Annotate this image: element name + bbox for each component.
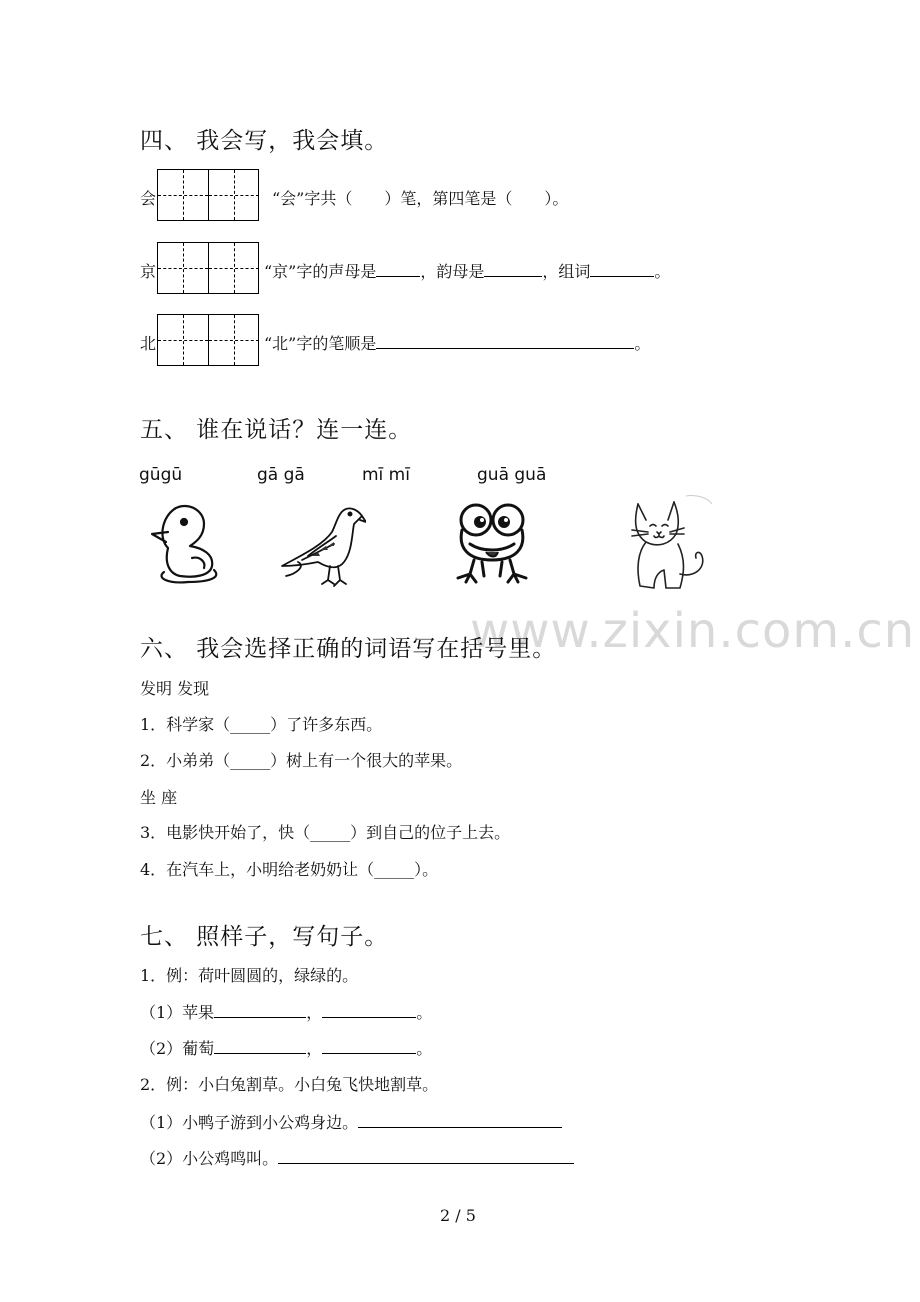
grape-label: （2）葡萄 <box>140 1039 215 1058</box>
bei-prompt: “北”字的笔顺是 <box>264 334 377 353</box>
example-1: 1．例：荷叶圆圆的，绿绿的。 <box>140 966 359 985</box>
word-choices-1: 发明 发现 <box>140 679 210 698</box>
question-1: 1．科学家（_____）了许多东西。 <box>140 715 383 734</box>
jing-word-blank[interactable] <box>590 262 654 277</box>
grape-blank-1[interactable] <box>214 1039 306 1054</box>
rooster-blank[interactable] <box>278 1149 574 1164</box>
section-6-heading: 六、 我会选择正确的词语写在括号里。 <box>140 636 557 662</box>
jing-prompt-final: ，韵母是 <box>420 262 485 281</box>
frog-icon[interactable] <box>452 500 534 586</box>
comma: ， <box>306 1003 323 1022</box>
jing-prompt-word: ，组词 <box>542 262 591 281</box>
rooster-sentence: （2）小公鸡鸣叫。 <box>140 1149 279 1168</box>
writing-grid-hui[interactable] <box>157 169 259 221</box>
apple-label: （1）苹果 <box>140 1003 215 1022</box>
jing-prompt-initial: “京”字的声母是 <box>264 262 377 281</box>
jing-end: 。 <box>654 262 671 281</box>
pigeon-icon[interactable] <box>278 500 366 588</box>
apple-blank-2[interactable] <box>322 1003 416 1018</box>
cat-icon[interactable] <box>624 494 712 592</box>
word-choices-2: 坐 座 <box>140 788 178 807</box>
row-char-bei: 北 <box>140 334 157 353</box>
watermark: www.zixin.com.cn <box>470 603 916 659</box>
page-number: 2 / 5 <box>440 1206 476 1225</box>
duckling-blank[interactable] <box>358 1113 562 1128</box>
jing-final-blank[interactable] <box>484 262 542 277</box>
row-char-jing: 京 <box>140 262 157 281</box>
section-5-heading: 五、 谁在说话？连一连。 <box>140 417 413 443</box>
question-2: 2．小弟弟（_____）树上有一个很大的苹果。 <box>140 751 463 770</box>
duck-icon[interactable] <box>148 498 228 586</box>
duckling-sentence: （1）小鸭子游到小公鸡身边。 <box>140 1113 359 1132</box>
comma: ， <box>306 1039 323 1058</box>
writing-grid-jing[interactable] <box>157 242 259 294</box>
apple-blank-1[interactable] <box>214 1003 306 1018</box>
period: 。 <box>416 1003 433 1022</box>
question-4: 4．在汽车上，小明给老奶奶让（_____）。 <box>140 860 439 879</box>
example-1-item-a <box>140 1000 432 1023</box>
bei-end: 。 <box>634 334 651 353</box>
section-4-heading: 四、 我会写，我会填。 <box>140 128 389 154</box>
row-text-bei <box>264 331 650 354</box>
writing-grid-bei[interactable] <box>157 314 259 366</box>
period: 。 <box>416 1039 433 1058</box>
section-7-heading: 七、 照样子，写句子。 <box>140 924 389 950</box>
row-char-hui: 会 <box>140 189 157 208</box>
example-2-item-a <box>140 1110 562 1133</box>
example-2-item-b <box>140 1146 574 1169</box>
row-text-hui: “会”字共（ ）笔，第四笔是（ ）。 <box>272 189 569 208</box>
pinyin-guagua[interactable]: guā guā <box>477 465 547 485</box>
bei-stroke-blank[interactable] <box>376 334 634 349</box>
pinyin-gaga[interactable]: gā gā <box>257 465 305 485</box>
row-text-jing <box>264 259 670 282</box>
grape-blank-2[interactable] <box>322 1039 416 1054</box>
jing-initial-blank[interactable] <box>376 262 420 277</box>
question-3: 3．电影快开始了，快（_____）到自己的位子上去。 <box>140 823 511 842</box>
pinyin-gugu[interactable]: gūgū <box>139 465 183 485</box>
example-2: 2．例：小白兔割草。小白兔飞快地割草。 <box>140 1075 439 1094</box>
example-1-item-b <box>140 1036 432 1059</box>
pinyin-mimi[interactable]: mī mī <box>362 465 410 485</box>
